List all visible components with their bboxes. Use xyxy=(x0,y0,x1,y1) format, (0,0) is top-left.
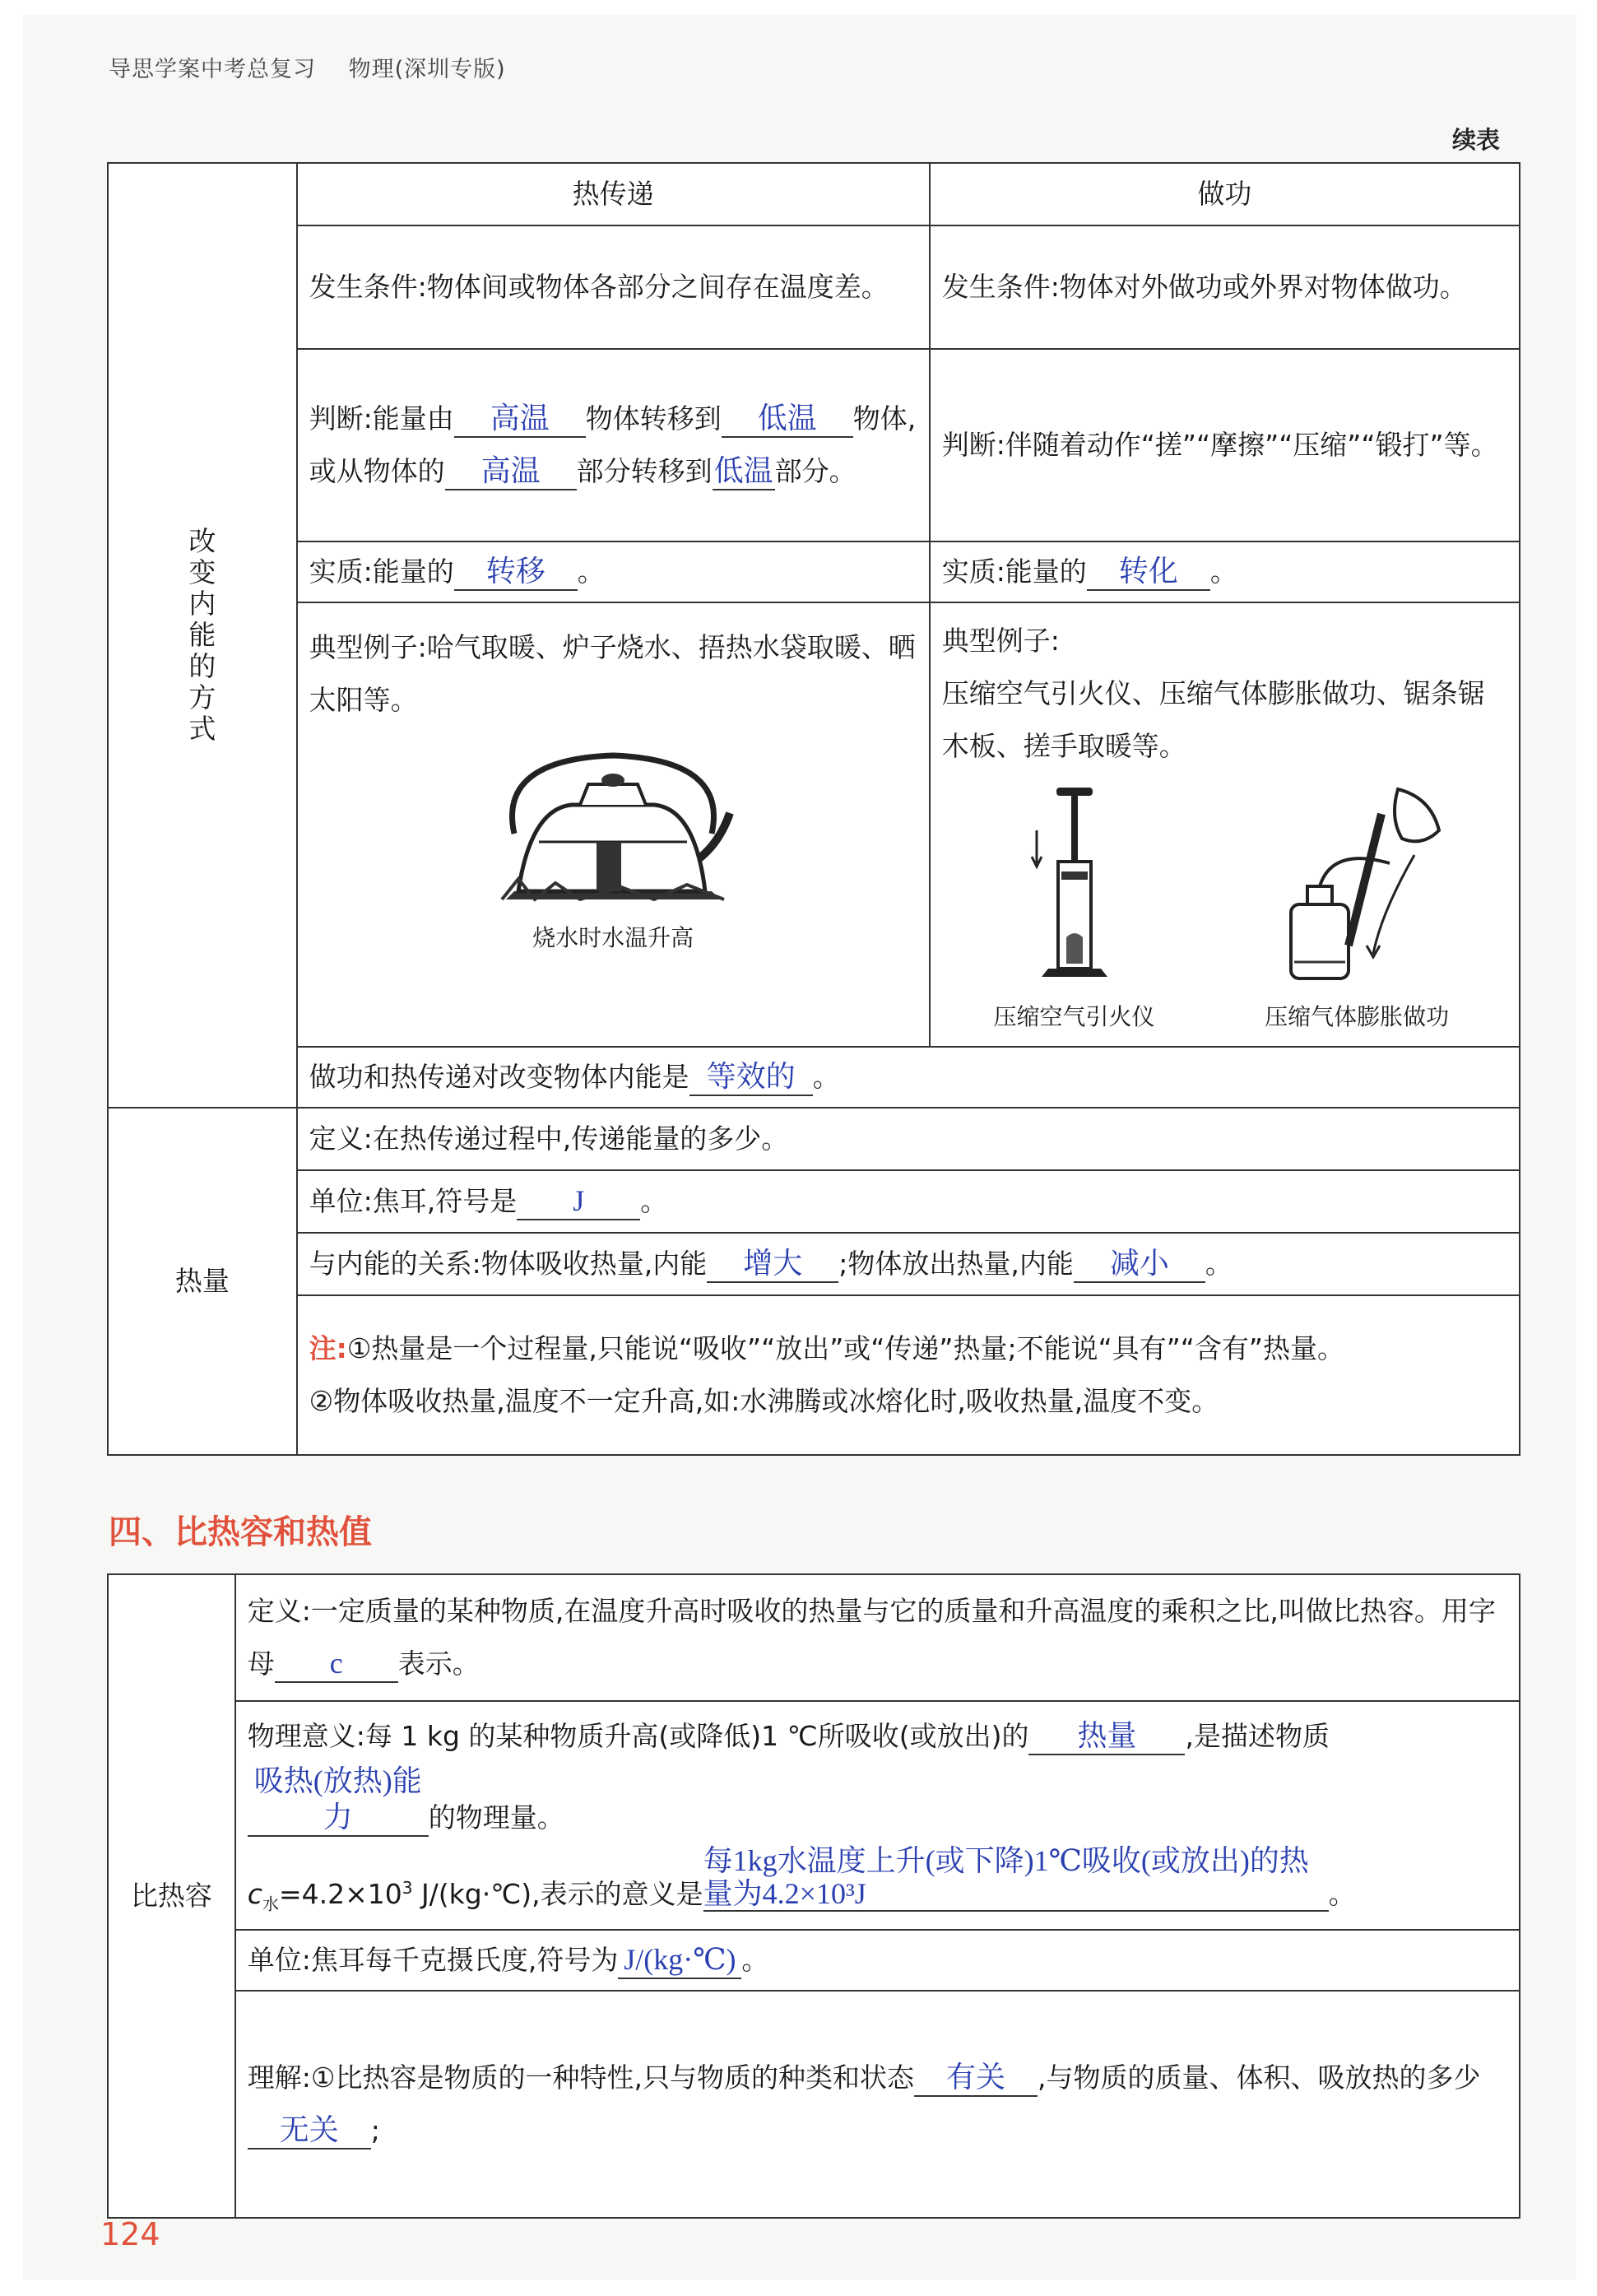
note-label: 注: xyxy=(309,1332,347,1364)
answer-blank: 吸热(放热)能力 xyxy=(248,1763,429,1837)
answer-blank: 等效的 xyxy=(689,1058,813,1096)
work-figures xyxy=(942,773,1507,1042)
caption-gas-expansion: 压缩气体膨胀做功 xyxy=(1265,1003,1450,1030)
equivalence-row: 做功和热传递对改变物体内能是 等效的 。 xyxy=(297,1047,1520,1108)
heat-definition: 定义:在热传递过程中,传递能量的多少。 xyxy=(297,1108,1520,1170)
answer-blank: c xyxy=(275,1645,398,1683)
answer-blank: 低温 xyxy=(722,400,853,438)
answer-blank: 无关 xyxy=(248,2112,371,2150)
vertical-label-char: 的 xyxy=(188,650,216,682)
col-heat-transfer: 热传递 xyxy=(297,163,930,225)
note-1: 注:①热量是一个过程量,只能说“吸收”“放出”或“传递”热量;不能说“具有”“含有”热量。 xyxy=(309,1332,1344,1364)
page-number: 124 xyxy=(100,2216,160,2252)
continued-label: 续表 xyxy=(1452,126,1501,154)
answer-blank: 高温 xyxy=(454,400,586,438)
caption-kettle: 烧水时水温升高 xyxy=(532,924,694,951)
vertical-label-char: 式 xyxy=(188,713,216,745)
answer-blank: 每1kg水温度上升(或下降)1℃吸收(或放出)的热量为4.2×10³J xyxy=(703,1844,1329,1912)
essence-heat-transfer: 实质:能量的 转移 。 xyxy=(297,541,930,602)
caption-syringe: 压缩空气引火仪 xyxy=(993,1003,1155,1030)
heat-notes xyxy=(297,1295,1520,1455)
book-title: 导思学案中考总复习 xyxy=(109,57,316,82)
specific-heat-meaning xyxy=(235,1701,1520,1930)
vertical-label-char: 内 xyxy=(188,588,216,620)
kettle-figure xyxy=(309,727,917,963)
vertical-label-char: 变 xyxy=(188,556,216,588)
answer-blank: 转移 xyxy=(454,553,578,591)
example-work xyxy=(930,602,1520,1047)
answer-blank: J/(kg·℃) xyxy=(618,1941,741,1979)
vertical-label-char: 方 xyxy=(188,681,216,713)
answer-blank: 减小 xyxy=(1074,1245,1205,1283)
answer-blank: 有关 xyxy=(914,2059,1038,2097)
specific-heat-table xyxy=(107,1573,1520,2219)
example-work-text: 压缩空气引火仪、压缩气体膨胀做功、锯条锯木板、搓手取暖等。 xyxy=(941,677,1485,762)
condition-heat-transfer: 发生条件:物体间或物体各部分之间存在温度差。 xyxy=(297,225,930,349)
heat-relation: 与内能的关系:物体吸收热量,内能 增大 ;物体放出热量,内能 减小 。 xyxy=(297,1233,1520,1295)
meaning-line: 物理意义:每 1 kg 的某种物质升高(或降低)1 ℃所吸收(或放出)的 热量 ,是描述物质吸热(放热)能力 的物理量。 xyxy=(248,1710,1507,1844)
heat-unit: 单位:焦耳,符号是 J 。 xyxy=(297,1170,1520,1233)
answer-blank: 高温 xyxy=(445,453,577,490)
specific-heat-unit: 单位:焦耳每千克摄氏度,符号为 J/(kg·℃) 。 xyxy=(235,1930,1520,1991)
example-ht-text: 典型例子:哈气取暖、炉子烧水、捂热水袋取暖、晒太阳等。 xyxy=(309,631,916,716)
specific-heat-definition: 定义:一定质量的某种物质,在温度升高时吸收的热量与它的质量和升高温度的乘积之比,叫做比热容。用字母 c 表示。 xyxy=(235,1574,1520,1701)
row-label-specific-heat: 比热容 xyxy=(108,1574,235,2218)
running-header xyxy=(109,51,531,83)
vertical-label-char: 改 xyxy=(188,525,216,557)
essence-work: 实质:能量的 转化 。 xyxy=(930,541,1520,602)
col-work: 做功 xyxy=(930,163,1520,225)
water-specific-heat-line: $c_水=4.2\times 10^3$ J/(kg·℃),表示的意义是每1kg水温度上升(或下降)1℃吸收(或放出)的热量为4.2×10³J 。 xyxy=(247,1844,1356,1914)
example-work-title: 典型例子: xyxy=(941,625,1060,657)
row-label-methods xyxy=(108,163,297,1108)
judge-work: 判断:伴随着动作“搓”“摩擦”“压缩”“锻打”等。 xyxy=(930,349,1520,541)
answer-blank: 转化 xyxy=(1087,553,1210,591)
judge-heat-transfer: 判断:能量由 高温 物体转移到 低温 物体,或从物体的 高温 部分转移到低温部分。 xyxy=(297,349,930,541)
answer-blank: 热量 xyxy=(1028,1717,1185,1755)
kettle-illustration xyxy=(490,735,736,916)
answer-blank: J xyxy=(517,1183,640,1220)
vertical-label-text xyxy=(109,526,296,745)
condition-work: 发生条件:物体对外做功或外界对物体做功。 xyxy=(930,225,1520,349)
note-2: ②物体吸收热量,温度不一定升高,如:水沸腾或冰熔化时,吸收热量,温度不变。 xyxy=(309,1385,1219,1417)
vertical-label-char: 能 xyxy=(188,619,216,651)
section-heading: 四、比热容和热值 xyxy=(109,1513,372,1551)
subject-title: 物理(深圳专版) xyxy=(348,57,506,82)
example-heat-transfer xyxy=(297,602,930,1047)
specific-heat-understanding: 理解:①比热容是物质的一种特性,只与物质的种类和状态 有关 ,与物质的质量、体积、吸放热的多少无关 ; xyxy=(235,1991,1520,2218)
gas-expansion-illustration xyxy=(1258,781,1455,995)
row-label-heat: 热量 xyxy=(108,1108,297,1455)
answer-blank: 低温 xyxy=(713,453,775,490)
answer-blank: 增大 xyxy=(707,1245,838,1283)
internal-energy-table xyxy=(107,162,1520,1456)
fire-syringe-illustration xyxy=(1025,781,1124,995)
